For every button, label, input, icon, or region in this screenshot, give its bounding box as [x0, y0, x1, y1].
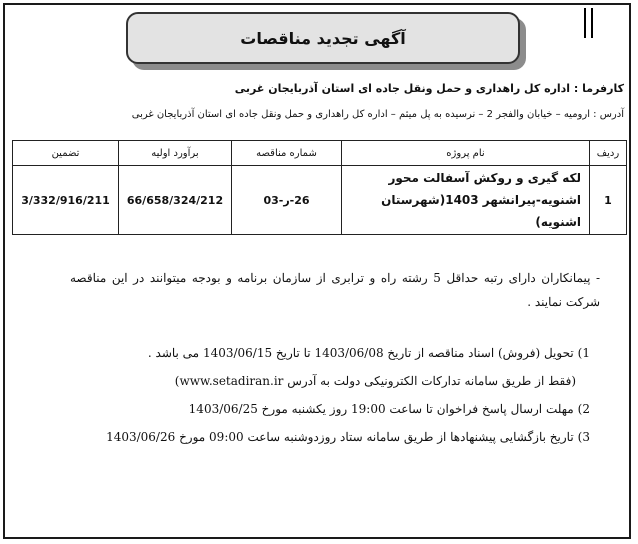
cell-guarantee: 3/332/916/211	[13, 166, 119, 235]
item-text: مهلت ارسال پاسخ فراخوان تا ساعت 19:00 روز یکشنبه مورخ 1403/06/25	[188, 402, 574, 416]
eligibility-note: - پیمانکاران دارای رتبه حداقل 5 رشته راه و ترابری از سازمان برنامه و بودجه میتوانند در این مناقصه شرکت نمایند .	[70, 271, 601, 309]
list-item	[106, 430, 590, 444]
employer-line: کارفرما : اداره کل راهداری و حمل ونقل جاده ای استان آذربایجان غربی	[234, 82, 624, 95]
header-row-number: ردیف	[590, 141, 627, 166]
header-tender-no: شماره مناقصه	[232, 141, 342, 166]
list-item	[148, 346, 590, 360]
list-item	[189, 402, 590, 416]
cell-estimate: 66/658/324/212	[119, 166, 232, 235]
address-line: آدرس : ارومیه – خیابان والفجر 2 – نرسیده به پل میثم – اداره کل راهداری و حمل ونقل جاده ای استان آذربایجان غربی	[131, 109, 624, 120]
item-text: تاریخ بازگشایی پیشنهادها از طریق سامانه ستاد روزدوشنبه ساعت 09:00 مورخ 1403/06/26	[106, 430, 574, 444]
projects-table	[12, 140, 627, 235]
table-row	[13, 166, 627, 235]
notice-title: آگهی تجدید مناقصات	[126, 12, 520, 64]
cell-row-number: 1	[590, 166, 627, 235]
item-number: 2)	[577, 402, 590, 416]
item-number: 1)	[577, 346, 590, 360]
item-text: (فقط از طریق سامانه تدارکات الکترونیکی دولت به آدرس www.setadiran.ir)	[174, 374, 576, 388]
header-guarantee: تضمین	[13, 141, 119, 166]
item-text: تحویل (فروش) اسناد مناقصه از تاریخ 1403/06/08 تا تاریخ 1403/06/15 می باشد .	[147, 346, 574, 360]
cell-project: لکه گیری و روکش آسفالت محور اشنویه-پیرانشهر 1403(شهرستان اشنویه)	[342, 166, 590, 235]
header-project: نام پروژه	[342, 141, 590, 166]
cell-tender-no: 26-ر-03	[232, 166, 342, 235]
table-header-row	[13, 141, 627, 166]
header-marks	[584, 8, 598, 44]
list-item-note	[175, 374, 576, 388]
item-number: 3)	[577, 430, 590, 444]
header-estimate: برآورد اولیه	[119, 141, 232, 166]
